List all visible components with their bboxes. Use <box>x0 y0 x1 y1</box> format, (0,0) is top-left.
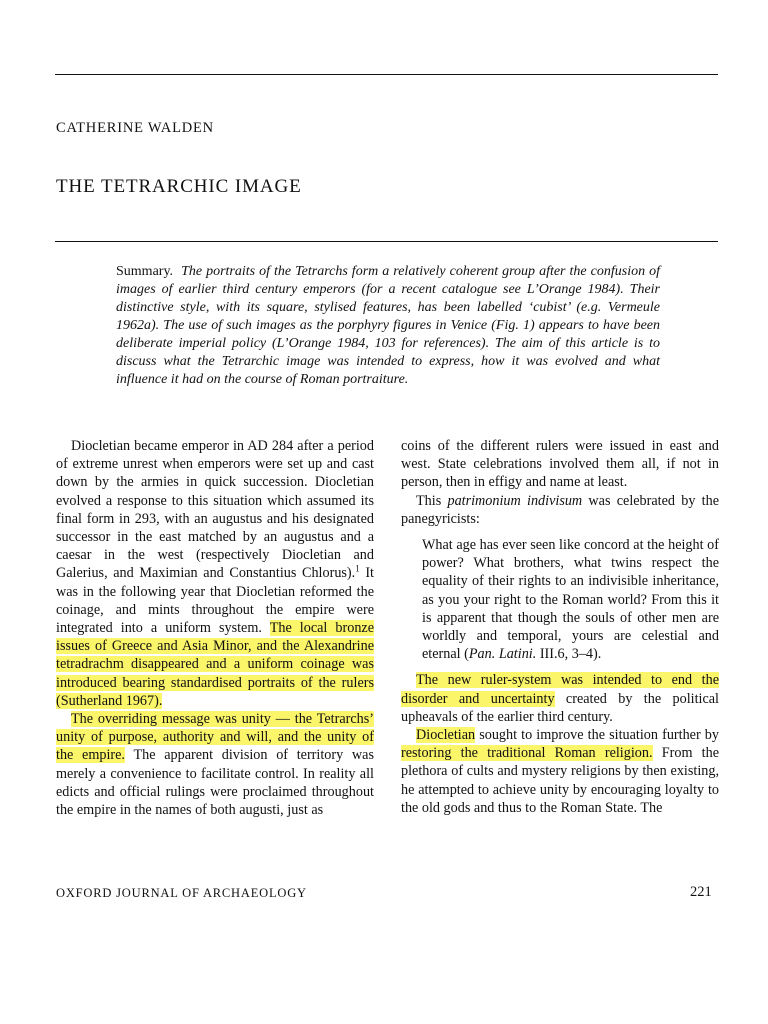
summary-block <box>116 263 660 389</box>
journal-name: OXFORD JOURNAL OF ARCHAEOLOGY <box>56 886 307 900</box>
right-p3-text: created by the political upheavals of the earlier third century. <box>401 690 719 725</box>
quote-ref: III.6, 3–4). <box>536 646 602 663</box>
right-p2-text-b: was celebrated by the panegyricists: <box>401 492 719 527</box>
highlight-unity: The overriding message was unity — the Tetrarchs’ unity of purpose, authority and will, and the unity of the empire. <box>56 711 374 764</box>
highlight-diocletian: Diocletian <box>416 727 476 744</box>
block-quote <box>401 536 719 663</box>
right-paragraph-2 <box>401 492 719 528</box>
left-paragraph-2 <box>56 710 374 819</box>
right-paragraph-4 <box>401 726 719 817</box>
quote-text: What age has ever seen like concord at the height of power? What brothers, what twins respect the equality of their rights to an indivisible inheritance, as you your right to the Roman world? From this it is apparent that though the souls of other men are worldly and temporal, yours are celestial and eternal ( <box>422 537 719 663</box>
summary-label: Summary. <box>116 264 174 279</box>
top-rule <box>55 74 718 75</box>
article-title: THE TETRARCHIC IMAGE <box>56 176 302 197</box>
right-paragraph-3 <box>401 671 719 726</box>
right-p2-text-a: This <box>416 492 448 509</box>
page-number: 221 <box>690 884 712 900</box>
right-paragraph-1: coins of the different rulers were issued in east and west. State celebrations involved them all, if not in person, then in effigy and name at least. <box>401 438 719 491</box>
left-p1-text-a: Diocletian became emperor in AD 284 after a period of extreme unrest when emperors were set up and cast down by the armies in quick succession. Diocletian evolved a response to this situation which assumed its final form in 293, with an augustus and his designated successor in the east matched by an augustus and a caesar in the west (respectively Diocletian and Galerius, and Maximian and Constantius Chlorus). <box>56 438 374 582</box>
left-paragraph-1 <box>56 437 374 710</box>
right-column <box>401 437 719 817</box>
author-name: CATHERINE WALDEN <box>56 120 214 136</box>
highlight-ruler-system: The new ruler-system was intended to end the disorder and uncertainty <box>401 672 719 707</box>
right-p4-text-b: From the plethora of cults and mystery religions by then existing, he attempted to achieve unity by encouraging loyalty to the old gods and thus to the Roman State. The <box>401 745 720 816</box>
highlight-religion: restoring the traditional Roman religion. <box>401 745 653 762</box>
left-p1-text-b: It was in the following year that Diocletian reformed the coinage, and mints throughout the empire were integrated into a uniform system. <box>56 565 374 637</box>
summary-text: The portraits of the Tetrarchs form a relatively coherent group after the confusion of images of earlier third century emperors (for a recent catalogue see L’Orange 1984). Their distinctive style, with its square, stylised features, has been labelled ‘cubist’ (e.g. Vermeule 1962a). The use of such images as the porphyry figures in Venice (Fig. 1) appears to have been deliberate imperial policy (L’Orange 1984, 103 for references). The aim of this article is to discuss what the Tetrarchic image was intended to express, how it was evolved and what influence it had on the course of Roman portraiture. <box>116 264 660 387</box>
left-column <box>56 437 374 819</box>
left-p2-text: The apparent division of territory was merely a convenience to facilitate control. In reality all edicts and official rulings were proclaimed throughout the empire in the names of both augusti, just as <box>56 747 374 819</box>
highlight-coinage: The local bronze issues of Greece and Asia Minor, and the Alexandrine tetradrachm disappeared and a uniform coinage was introduced bearing standardised portraits of the rulers (Sutherland 1967). <box>56 620 375 709</box>
footnote-marker[interactable]: 1 <box>355 563 360 574</box>
title-rule <box>55 241 718 242</box>
quote-ref-italic: Pan. Latini. <box>468 646 537 663</box>
right-p2-italic: patrimonium indivisum <box>447 492 583 509</box>
right-p4-text-a: sought to improve the situation further by <box>475 727 719 744</box>
